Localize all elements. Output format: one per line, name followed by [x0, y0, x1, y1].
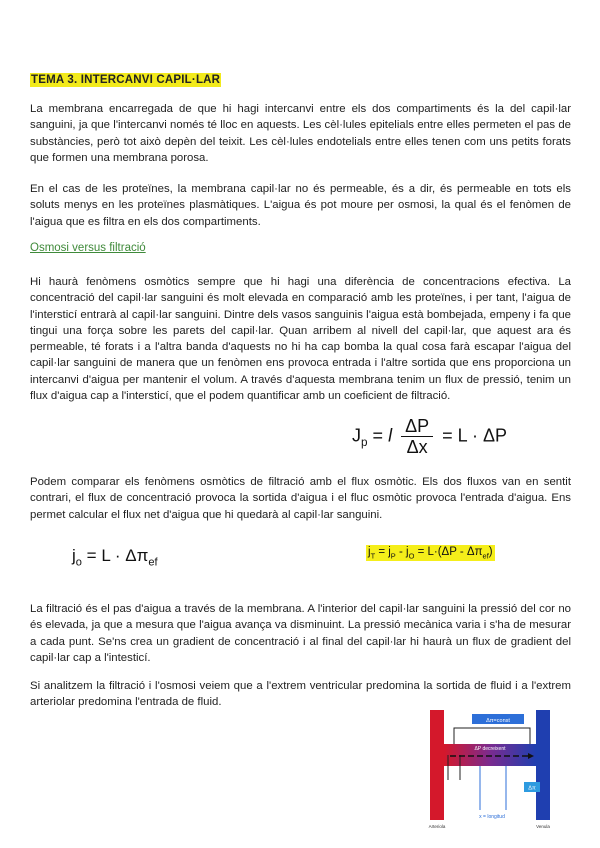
formula-term: = L · Δπ — [86, 546, 149, 565]
fraction-numerator: ΔP — [401, 416, 433, 437]
pressure-bracket — [454, 728, 530, 744]
filtration-flux-formula — [352, 416, 507, 457]
section-heading-osmosis-filtration: Osmosi versus filtració — [30, 242, 146, 254]
fraction-denominator: Δx — [406, 437, 428, 457]
formula-term: = j — [378, 546, 391, 558]
formula-subscript: o — [75, 556, 82, 569]
capillary-exchange-diagram — [420, 710, 570, 830]
formula-subscript: p — [361, 435, 368, 449]
venule-vessel — [536, 710, 550, 820]
formula-subscript: ef — [148, 556, 158, 569]
right-label: Δπ — [528, 785, 536, 792]
formula-subscript: P — [390, 551, 396, 561]
fraction — [401, 416, 433, 457]
formula-subscript: ef — [482, 551, 489, 561]
formula-term: - j — [398, 546, 409, 558]
venule-caption: Venula — [536, 824, 550, 829]
osmotic-flux-formula — [72, 546, 158, 568]
formula-term: l — [388, 425, 393, 446]
arteriole-vessel — [430, 710, 444, 820]
formula-term: J — [352, 425, 361, 446]
formula-term: = — [372, 425, 384, 446]
formula-term: j — [72, 546, 76, 565]
paragraph-proteins: En el cas de les proteïnes, la membrana capil·lar no és permeable, és a dir, és permeable en tots els soluts menys en les proteïnes plasmàtiques. L'aigua és pot moure per osmosi, la qual és el fenòmen de l'aigua que es filtra en els dos compartiments. — [30, 183, 571, 228]
formula-subscript: T — [370, 551, 376, 561]
formula-subscript: O — [408, 551, 415, 561]
bottom-label: x = longitud — [479, 814, 505, 820]
formula-term: j — [368, 546, 371, 558]
page-title: TEMA 3. INTERCANVI CAPIL·LAR — [31, 74, 221, 86]
net-flux-formula — [366, 545, 495, 561]
formula-term: = L·(ΔP - Δπ — [417, 546, 483, 558]
formula-term: = L · ΔP — [442, 425, 508, 446]
paragraph-osmotic-phenomena: Hi haurà fenòmens osmòtics sempre que hi hagi una diferència de concentracions efectiva. La concentració del capil·lar sanguini és molt elevada en comparació amb les proteïnes, i per tant, l'aigua de l'intersticí entrarà al capil·lar sanguini. Dintre dels vasos sanguinis l'aigua està bombejada, empeny i fa que tingui una força sobre les parets del capil·lar. Quan arribem al nivell del capil·lar, que aquest ara és permeable, té forats i a l'altra banda d'aquests no hi ha cap bomba la qual cosa farà escapar l'aigua del capil·lar sanguini de manera que un fenòmen ens provoca entrada i l'altre sortida que ens proporciona un intercanvi d'aigua per mantenir el volum. A través d'aquesta membrana tenim un flux de pressió, tenim un flux d'aigua cap a l'intersticí, que el podem quantificar amb un coeficient de filtració. — [30, 276, 571, 403]
top-label: Δπ=const — [486, 718, 510, 724]
arteriole-caption: Arteriola — [428, 824, 446, 829]
paragraph-filtration: La filtració és el pas d'aigua a través de la membrana. A l'interior del capil·lar sanguini la pressió del cor no és elevada, ja que a mesura que l'aigua avança va disminuint. La pressió mecànica varia i s'ha de mesurar a cada punt. Se'ns crea un gradient de concentració i al final del capil·lar hi haurà un flux de gradient del capil·lar cap a l'intesticí. — [30, 603, 571, 664]
formula-term: ) — [488, 546, 493, 558]
paragraph-analysis: Si analitzem la filtració i l'osmosi veiem que a l'extrem ventricular predomina la sortida de fluid i a l'extrem arteriolar predomina l'entrada de fluid. — [30, 680, 571, 709]
mid-label: ΔP decreixent — [474, 746, 506, 752]
paragraph-membrane: La membrana encarregada de que hi hagi intercanvi entre els dos compartiments és la del capil·lar sanguini, ja que l'intercanvi només té lloc en aquests. Les cèl·lules epitelials entre elles permeten el pas de substàncies, però tot això depèn del teixit. Les cèl·lules endotelials entre elles tenen com uns petits forats que formen una membrana porosa. — [30, 103, 571, 164]
paragraph-compare-fluxes: Podem comparar els fenòmens osmòtics de filtració amb el flux osmòtic. Els dos fluxos van en sentit contrari, el flux de concentració provoca la sortida d'aigua i el fluc osmòtic provoca l'entrada d'aigua. Ens permet calcular el flux net d'aigua que hi quedarà al capil·lar sanguini. — [30, 476, 571, 521]
